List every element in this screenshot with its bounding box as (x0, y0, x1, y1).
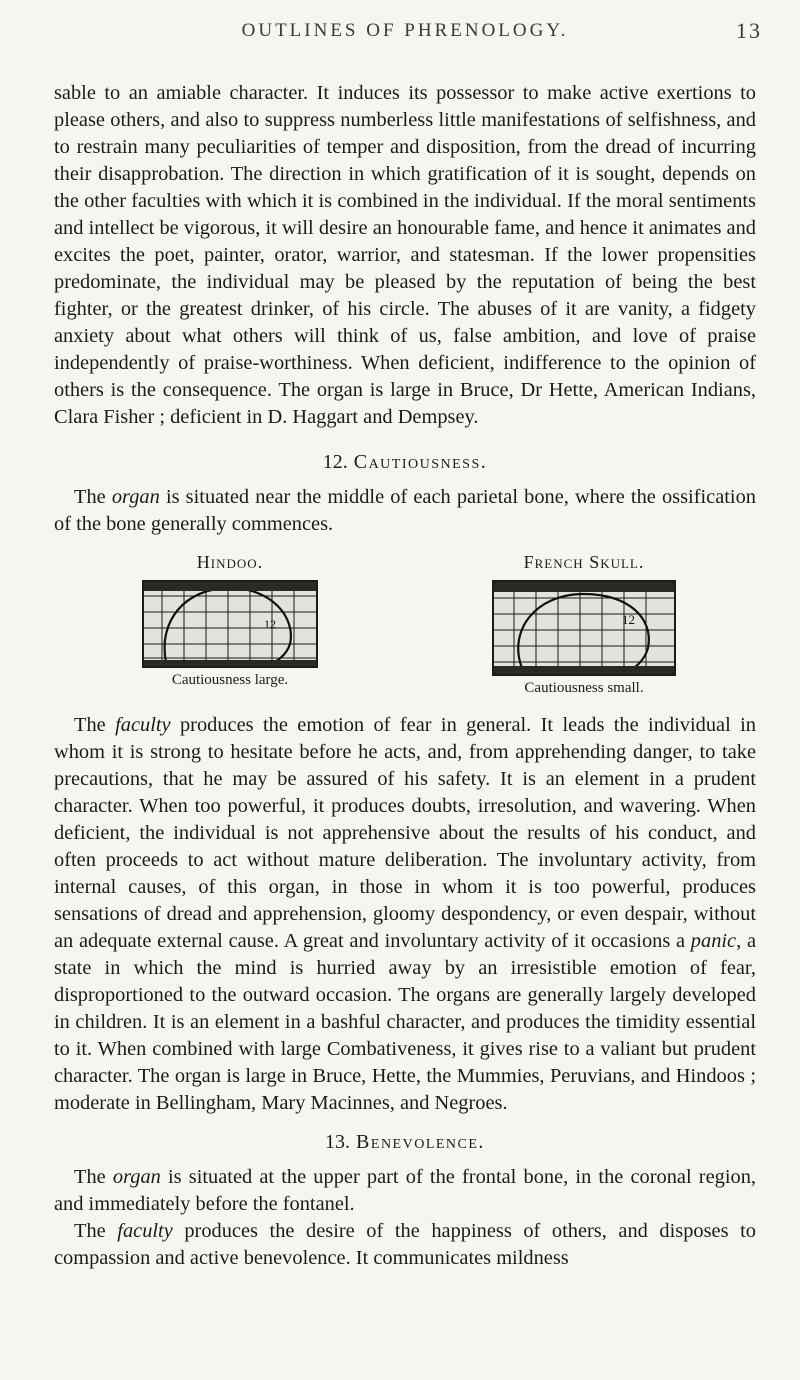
text-run: is situated at the upper part of the frontal bone, in the coronal region, and immediately before the fontanel. (54, 1166, 756, 1215)
figure-caption: Cautiousness large. (171, 672, 289, 688)
organ-paragraph-13 (54, 1164, 756, 1218)
figure-french-skull (464, 552, 704, 697)
organ-paragraph-12 (54, 484, 756, 538)
text-run: is situated near the middle of each parietal bone, where the ossification of the bone generally commences. (54, 486, 756, 535)
section-heading-12 (54, 451, 756, 474)
book-page (54, 0, 762, 1272)
skull-grid-image (494, 582, 674, 674)
page-number: 13 (736, 18, 762, 43)
skull-grid-image (144, 582, 316, 666)
italic-term: faculty (115, 714, 171, 736)
paragraph-continued: sable to an amiable character. It induces its possessor to make active exertions to please others, and also to suppress numberless little manifestations of selfishness, and to restrain many peculiarities of temper and disposition, from the dread of incurring their disapprobation. The direction in which gratification of it is sought, depends on the other faculties with which it is combined in the individual. If the moral sentiments and intellect be vigorous, it will desire an honourable fame, and hence it animates and excites the poet, painter, orator, warrior, and statesman. If the lower propensities predominate, the individual may be pleased by the reputation of being the best fighter, or the greatest drinker, of his circle. The abuses of it are vanity, a fidgety anxiety about what others will think of us, false ambition, and love of praise independently of praise-worthiness. When deficient, indifference to the opinion of others is the consequence. The organ is large in Bruce, Dr Hette, American Indians, Clara Fisher ; deficient in D. Haggart and Dempsey. (54, 82, 756, 428)
text-run: produces the emotion of fear in general. It leads the individual in whom it is strong to hesitate before he acts, and, from apprehending danger, to take precautions, that he may be assured of his safety. It is an element in a prudent character. When too powerful, it produces doubts, irresolution, and wavering. When deficient, the individual is not apprehensive about the results of his conduct, and often proceeds to act without mature deliberation. The involuntary activity, from internal causes, of this organ, in those in whom it is too powerful, produces sensations of dread and apprehension, gloomy despondency, or even despair, without an adequate external cause. A great and involuntary activity of it occasions a (54, 714, 756, 952)
running-header (54, 0, 762, 58)
text-run: , a state in which the mind is hurried away by an irresistible emotion of fear, disproportioned to the outward occasion. The organs are generally largely developed in children. It is an element in a bashful character, and produces the timidity essential to it. When combined with large Combativeness, it gives rise to a valiant but prudent character. The organ is large in Bruce, Hette, the Mummies, Peruvians, and Hindoos ; moderate in Bellingham, Mary Macinnes, and Negroes. (54, 930, 756, 1114)
text-run: The (74, 486, 112, 508)
text-run: produces the desire of the happiness of others, and disposes to compassion and active benevolence. It communicates mildness (54, 1220, 756, 1269)
text-run: The (74, 1220, 118, 1242)
skull-illustration (492, 580, 676, 676)
section-title: Cautiousness. (353, 451, 488, 473)
faculty-paragraph-13 (54, 1218, 756, 1272)
text-run: The (74, 1166, 113, 1188)
italic-term: panic (690, 930, 737, 952)
italic-term: faculty (117, 1220, 173, 1242)
running-title: OUTLINES OF PHRENOLOGY. (241, 20, 569, 41)
text-run: The (74, 714, 116, 736)
section-title: Benevolence. (356, 1131, 485, 1153)
figure-title: French Skull. (523, 552, 645, 572)
section-number: 12. (322, 451, 348, 473)
section-number: 13. (325, 1131, 351, 1153)
figure-caption: Cautiousness small. (524, 680, 644, 696)
italic-term: organ (112, 1166, 161, 1188)
figure-pair (54, 552, 756, 882)
section-heading-13 (54, 1131, 756, 1154)
organ-number-label: 12 (622, 612, 635, 627)
organ-number-label: 12 (264, 617, 276, 631)
figure-title: Hindoo. (196, 552, 264, 572)
skull-illustration (142, 580, 318, 668)
figure-hindoo (110, 552, 350, 689)
italic-term: organ (111, 486, 160, 508)
